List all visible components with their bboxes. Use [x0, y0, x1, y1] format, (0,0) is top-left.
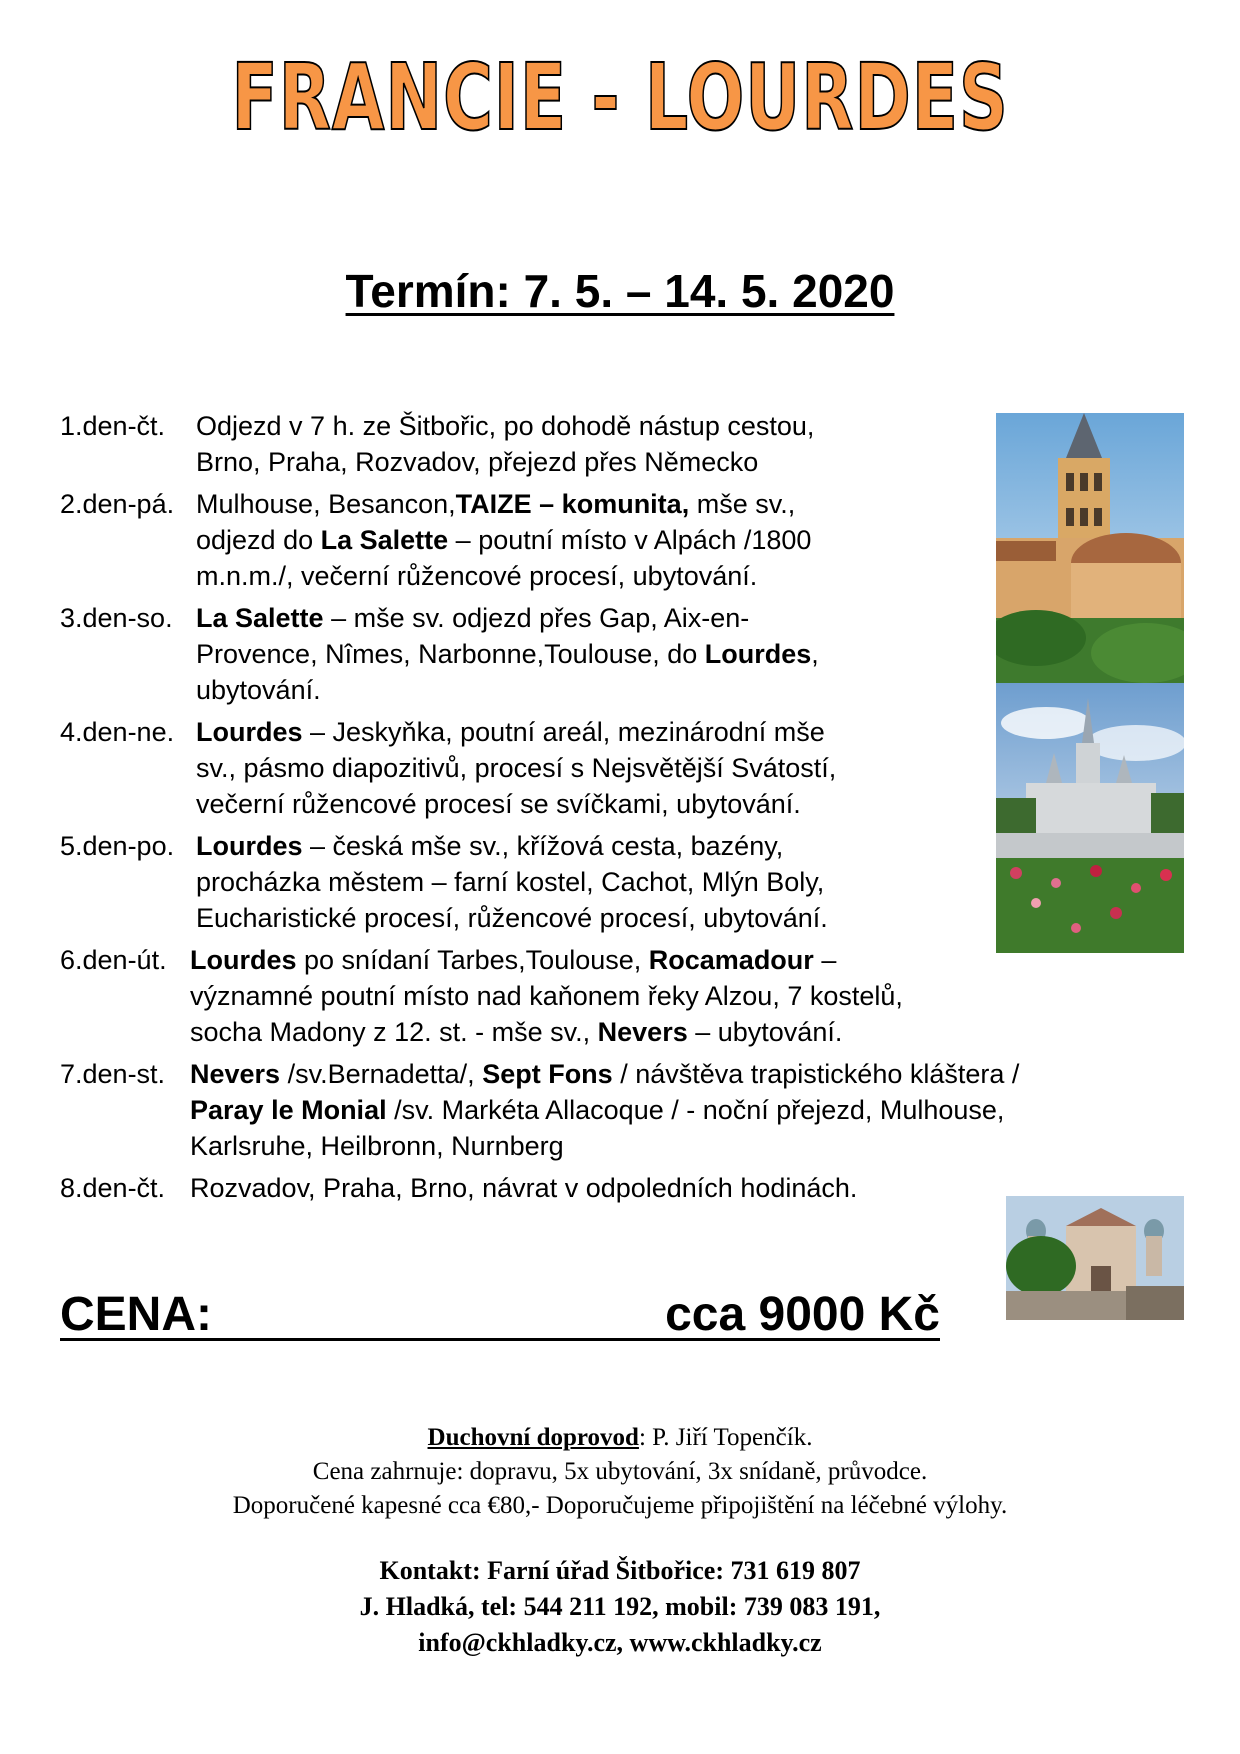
lourdes-basilica-photo [996, 683, 1184, 953]
day-label: 1.den-čt. [60, 411, 166, 441]
church-photo [1006, 1196, 1184, 1320]
footer-info [0, 1421, 1240, 1523]
contact-block [0, 1553, 1240, 1661]
itinerary-day-5: 5.den-po. Lourdes – česká mše sv., křížová cesta, bazény, procházka městem – farní kostel, Cachot, Mlýn Boly, Eucharistické procesí, růžencové procesí, ubytování. [60, 828, 1180, 936]
contact-web: info@ckhladky.cz, www.ckhladky.cz [418, 1628, 822, 1657]
itinerary-day-8: 8.den-čt. Rozvadov, Praha, Brno, návrat v odpoledních hodinách. [60, 1170, 1180, 1206]
page-title: FRANCIE - LOURDES [231, 44, 1009, 151]
church-tower-photo [996, 413, 1184, 683]
price-includes: Cena zahrnuje: dopravu, 5x ubytování, 3x snídaně, průvodce. [312, 1458, 928, 1485]
day-label: 7.den-st. [60, 1059, 166, 1089]
guide-label: Duchovní doprovod [427, 1424, 639, 1451]
price-label: CENA: [60, 1288, 212, 1341]
itinerary-day-6: 6.den-út. Lourdes po snídaní Tarbes,Toulouse, Rocamadour – významné poutní místo nad kaňonem řeky Alzou, 7 kostelů, socha Madony z 12. st. - mše sv., Nevers – ubytování. [60, 942, 1180, 1050]
day-label: 2.den-pá. [60, 489, 175, 519]
day-label: 6.den-út. [60, 945, 167, 975]
pocket-money-note: Doporučené kapesné cca €80,- Doporučujeme připojištění na léčebné výlohy. [232, 1492, 1008, 1519]
contact-office: Kontakt: Farní úřad Šitbořice: 731 619 807 [379, 1556, 861, 1585]
itinerary-day-1: 1.den-čt. Odjezd v 7 h. ze Šitbořic, po dohodě nástup cestou, Brno, Praha, Rozvadov, přejezd přes Německo [60, 408, 1180, 480]
itinerary-day-3: 3.den-so. La Salette – mše sv. odjezd přes Gap, Aix-en- Provence, Nîmes, Narbonne,Toulouse, do Lourdes, ubytování. [60, 600, 1180, 708]
day-label: 8.den-čt. [60, 1173, 166, 1203]
day-label: 4.den-ne. [60, 717, 175, 747]
date-range: Termín: 7. 5. – 14. 5. 2020 [345, 265, 895, 317]
itinerary-day-2: 2.den-pá. Mulhouse, Besancon,TAIZE – komunita, mše sv., odjezd do La Salette – poutní místo v Alpách /1800 m.n.m./, večerní růžencové procesí, ubytování. [60, 486, 1180, 594]
itinerary-day-4: 4.den-ne. Lourdes – Jeskyňka, poutní areál, mezinárodní mše sv., pásmo diapozitivů, procesí s Nejsvětější Svátostí, večerní růžencové procesí se svíčkami, ubytování. [60, 714, 1180, 822]
itinerary-day-7: 7.den-st. Nevers /sv.Bernadetta/, Sept Fons / návštěva trapistického kláštera / Paray le Monial /sv. Markéta Allacoque / - noční přejezd, Mulhouse, Karlsruhe, Heilbronn, Nurnberg [60, 1056, 1180, 1164]
price-line [60, 1288, 940, 1341]
day-label: 5.den-po. [60, 831, 175, 861]
contact-person: J. Hladká, tel: 544 211 192, mobil: 739 083 191, [359, 1592, 881, 1621]
guide-value: : P. Jiří Topenčík. [638, 1424, 813, 1451]
day-label: 3.den-so. [60, 603, 173, 633]
price-value: cca 9000 Kč [665, 1288, 940, 1341]
